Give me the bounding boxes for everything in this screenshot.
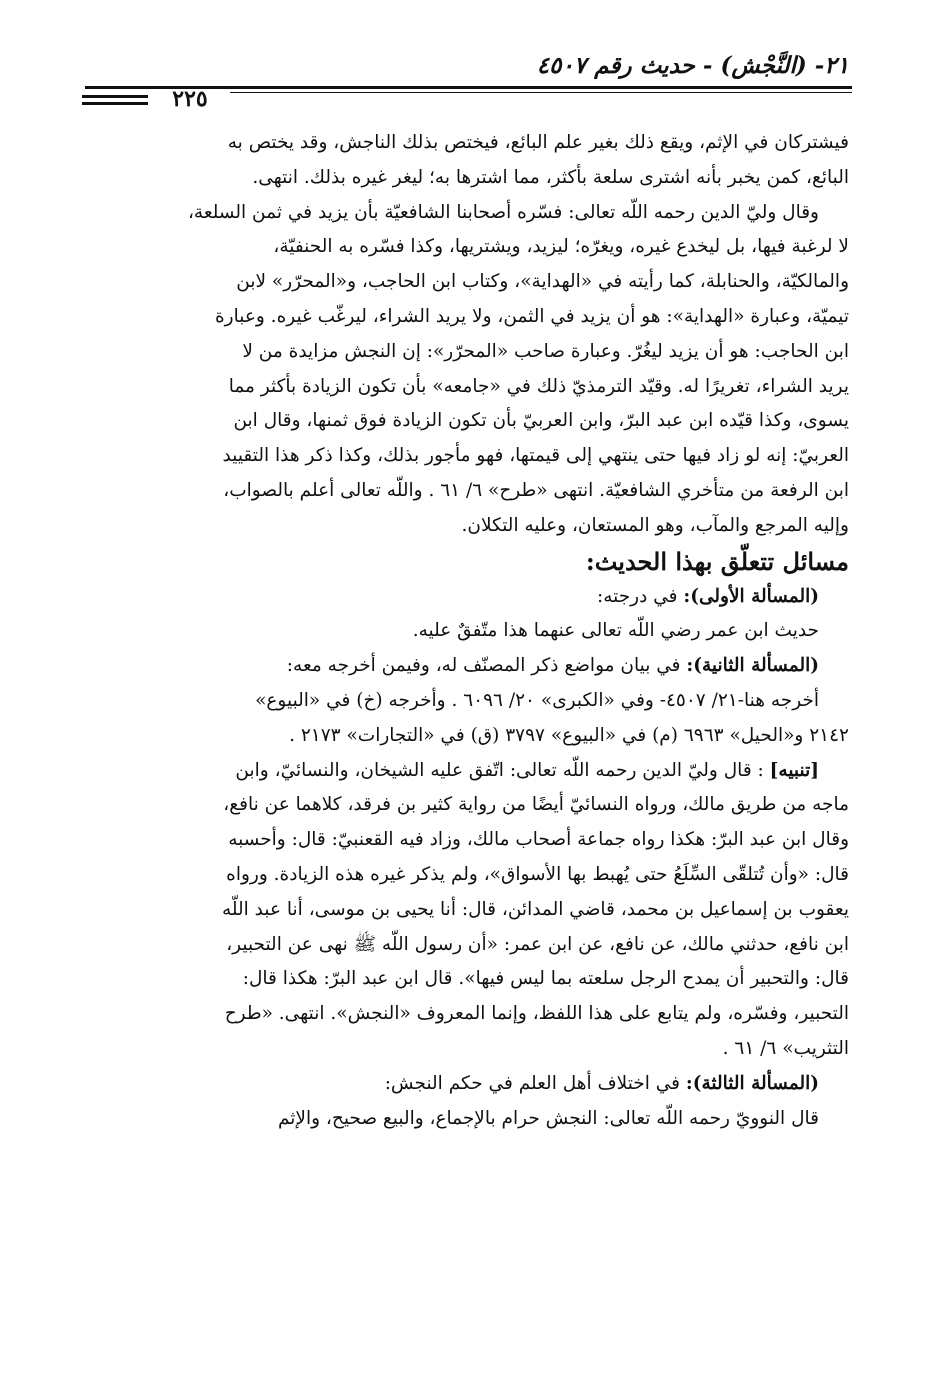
issue-2-line: أخرجه هنا-٢١/ ٤٥٠٧- وفي «الكبرى» ٢٠/ ٦٠٩٦ . وأخرجه (خ) في «البيوع»: [255, 689, 819, 711]
note-line: ماجه من طريق مالك، ورواه النسائيّ أيضًا من رواية كثير بن فرقد، كلاهما عن نافع،: [223, 794, 849, 816]
issue-2-title: في بيان مواضع ذكر المصنّف له، وفيمن أخرجه معه:: [286, 655, 681, 677]
issue-1-text: حديث ابن عمر رضي اللّه تعالى عنهما هذا متّفقٌ عليه.: [412, 620, 819, 642]
issue-1-title: في درجته:: [596, 585, 678, 607]
issue-2-label: (المسألة الثانية):: [686, 655, 819, 677]
issue-1-heading: [84, 580, 849, 615]
note-line: قال: والتحبير أن يمدح الرجل سلعته بما ليس فيها». قال ابن عبد البرّ: هكذا قال:: [242, 968, 849, 990]
note-line: وقال ابن عبد البرّ: هكذا رواه جماعة أصحاب مالك، وزاد فيه القعنبيّ: قال: وأحسبه: [228, 829, 849, 851]
note-line: التحبير، وفسّره، ولم يتابع على هذا اللفظ، وإنما المعروف «النجش». انتهى. «طرح: [224, 1003, 849, 1025]
body-text: [84, 126, 849, 1136]
text-line: لا لرغبة فيها، بل ليخدع غيره، ويغرّه؛ ليزيد، ويشتريها، وكذا فسّره به الحنفيّة،: [273, 236, 849, 258]
text-line: ابن الحاجب: هو أن يزيد ليغُرّ. وعبارة صاحب «المحرّر»: إن النجش مزايدة من لا: [242, 340, 849, 362]
issue-3-text: قال النوويّ رحمه اللّه تعالى: النجش حرام بالإجماع، والبيع صحيح، والإثم: [277, 1107, 819, 1129]
text-line: ابن الرفعة من متأخري الشافعيّة. انتهى «طرح» ٦/ ٦١ . واللّه تعالى أعلم بالصواب،: [223, 479, 849, 501]
section-heading: مسائل تتعلّق بهذا الحديث:: [585, 546, 849, 576]
issue-3-label: (المسألة الثالثة):: [685, 1072, 819, 1094]
note-label: [تنبيه]: [769, 759, 819, 781]
page-number-rule: [82, 95, 148, 98]
note-line: يعقوب بن إسماعيل بن محمد، قاضي المدائن، قال: أنا يحيى بن موسى، أنا عبد اللّه: [221, 898, 849, 920]
header-rule-thin: [230, 92, 852, 93]
note-line: [84, 754, 849, 789]
note-text: : قال وليّ الدين رحمه اللّه تعالى: اتّفق عليه الشيخان، والنسائيّ، وابن: [235, 759, 764, 781]
issue-3-title: في اختلاف أهل العلم في حكم النجش:: [384, 1072, 681, 1094]
text-line: والمالكيّة، والحنابلة، كما رأيته في «الهداية»، وكتاب ابن الحاجب، و«المحرّر» لابن: [236, 271, 849, 293]
text-line: يريد الشراء، تغريرًا له. وقيّد الترمذيّ ذلك في «جامعه» بأن تكون الزيادة بأكثر مما: [228, 375, 849, 397]
issue-2-heading: [84, 649, 849, 684]
page-number-rule: [82, 102, 148, 105]
text-line: وقال وليّ الدين رحمه اللّه تعالى: فسّره أصحابنا الشافعيّة بأن يزيد في ثمن السلعة،: [187, 201, 819, 223]
running-title: ٢١- (النَّجْش) - حديث رقم ٤٥٠٧: [536, 52, 849, 79]
text-line: فيشتركان في الإثم، ويقع ذلك بغير علم البائع، فيختص بذلك الناجش، وقد يختص به: [227, 132, 849, 153]
text-line: العربيّ: إنه لو زاد فيها حتى ينتهي إلى قيمتها، فهو مأجور بذلك، وكذا ذكر هذا التقييد: [222, 445, 849, 467]
note-line: ابن نافع، حدثني مالك، عن نافع، عن ابن عمر: «أن رسول اللّه ﷺ نهى عن التحبير،: [226, 933, 849, 955]
note-line: قال: «وأن تُتلقّى السِّلَعُ حتى يُهبط بها الأسواق»، ولم يذكر غيره هذه الزيادة. ورواه: [226, 863, 849, 885]
text-line: وإليه المرجع والمآب، وهو المستعان، وعليه التكلان.: [461, 514, 849, 536]
text-line: تيميّة، وعبارة «الهداية»: هو أن يزيد في الثمن، ولا يريد الشراء، ليرغّب غيره. وعبارة: [214, 305, 849, 327]
issue-1-label: (المسألة الأولى):: [683, 585, 819, 607]
text-line: البائع، كمن يخبر بأنه اشترى سلعة بأكثر، مما اشترها به؛ ليغر غيره بذلك. انتهى.: [252, 166, 849, 188]
page-number: ٢٢٥: [172, 86, 208, 112]
issue-3-heading: [84, 1067, 849, 1102]
issue-2-line: ٢١٤٢ و«الحيل» ٦٩٦٣ (م) في «البيوع» ٣٧٩٧ (ق) في «التجارات» ٢١٧٣ .: [289, 724, 849, 746]
text-line: يسوى، وكذا قيّده ابن عبد البرّ، وابن العربيّ بأن تكون الزيادة فوق ثمنها، وقال ابن: [233, 410, 849, 432]
note-line: التثريب» ٦/ ٦١ .: [722, 1037, 849, 1059]
